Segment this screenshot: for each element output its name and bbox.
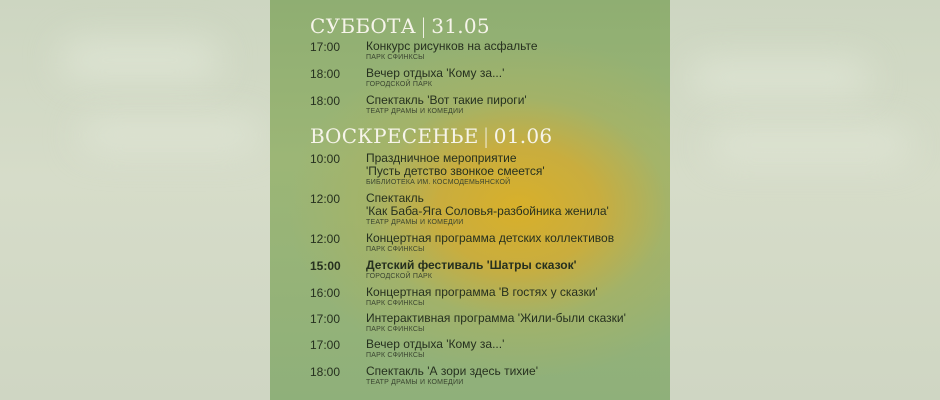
event-venue: ПАРК СФИНКСЫ <box>366 246 425 253</box>
event-title: Спектакль 'А зори здесь тихие' <box>366 364 538 378</box>
day-title-sunday <box>310 124 552 148</box>
event-title: Вечер отдыха 'Кому за...' <box>366 337 505 351</box>
day-title-saturday <box>310 14 490 38</box>
event-title-line1: Праздничное мероприятие <box>366 151 517 165</box>
event-venue: ПАРК СФИНКСЫ <box>366 352 425 359</box>
blurred-background-left <box>0 0 270 400</box>
event-time: 18:00 <box>310 67 341 81</box>
event-time: 10:00 <box>310 152 341 166</box>
event-time: 18:00 <box>310 365 341 379</box>
event-venue: ТЕАТР ДРАМЫ И КОМЕДИИ <box>366 379 464 386</box>
schedule-card <box>270 0 670 400</box>
event-time: 17:00 <box>310 40 341 54</box>
event-venue: ТЕАТР ДРАМЫ И КОМЕДИИ <box>366 219 464 226</box>
event-time: 17:00 <box>310 312 341 326</box>
day-separator: | <box>420 14 428 38</box>
event-time: 18:00 <box>310 94 341 108</box>
event-time: 12:00 <box>310 232 341 246</box>
event-venue: БИБЛИОТЕКА ИМ. КОСМОДЕМЬЯНСКОЙ <box>366 179 511 186</box>
blurred-background-right <box>670 0 940 400</box>
event-venue: ПАРК СФИНКСЫ <box>366 326 425 333</box>
day-name: СУББОТА <box>310 14 417 38</box>
day-separator: | <box>482 124 490 148</box>
event-venue: ПАРК СФИНКСЫ <box>366 54 425 61</box>
event-venue: ТЕАТР ДРАМЫ И КОМЕДИИ <box>366 108 464 115</box>
event-venue: ГОРОДСКОЙ ПАРК <box>366 273 433 280</box>
event-title-line2: 'Пусть детство звонкое смеется' <box>366 164 545 178</box>
event-title: Концертная программа 'В гостях у сказки' <box>366 285 598 299</box>
event-venue: ГОРОДСКОЙ ПАРК <box>366 81 433 88</box>
event-title: Детский фестиваль 'Шатры сказок' <box>366 258 577 272</box>
event-title: Интерактивная программа 'Жили-были сказки' <box>366 311 626 325</box>
event-title: Вечер отдыха 'Кому за...' <box>366 66 505 80</box>
event-title-line1: Спектакль <box>366 191 424 205</box>
event-venue: ПАРК СФИНКСЫ <box>366 300 425 307</box>
event-title-line2: 'Как Баба-Яга Соловья-разбойника женила' <box>366 204 609 218</box>
day-date: 01.06 <box>493 124 553 148</box>
event-title: Спектакль 'Вот такие пироги' <box>366 93 527 107</box>
event-time: 17:00 <box>310 338 341 352</box>
event-title: Конкурс рисунков на асфальте <box>366 39 538 53</box>
event-time: 16:00 <box>310 286 341 300</box>
event-time: 15:00 <box>310 259 341 273</box>
day-name: ВОСКРЕСЕНЬЕ <box>310 124 479 148</box>
event-time: 12:00 <box>310 192 341 206</box>
day-date: 31.05 <box>431 14 490 38</box>
event-title: Концертная программа детских коллективов <box>366 231 615 245</box>
